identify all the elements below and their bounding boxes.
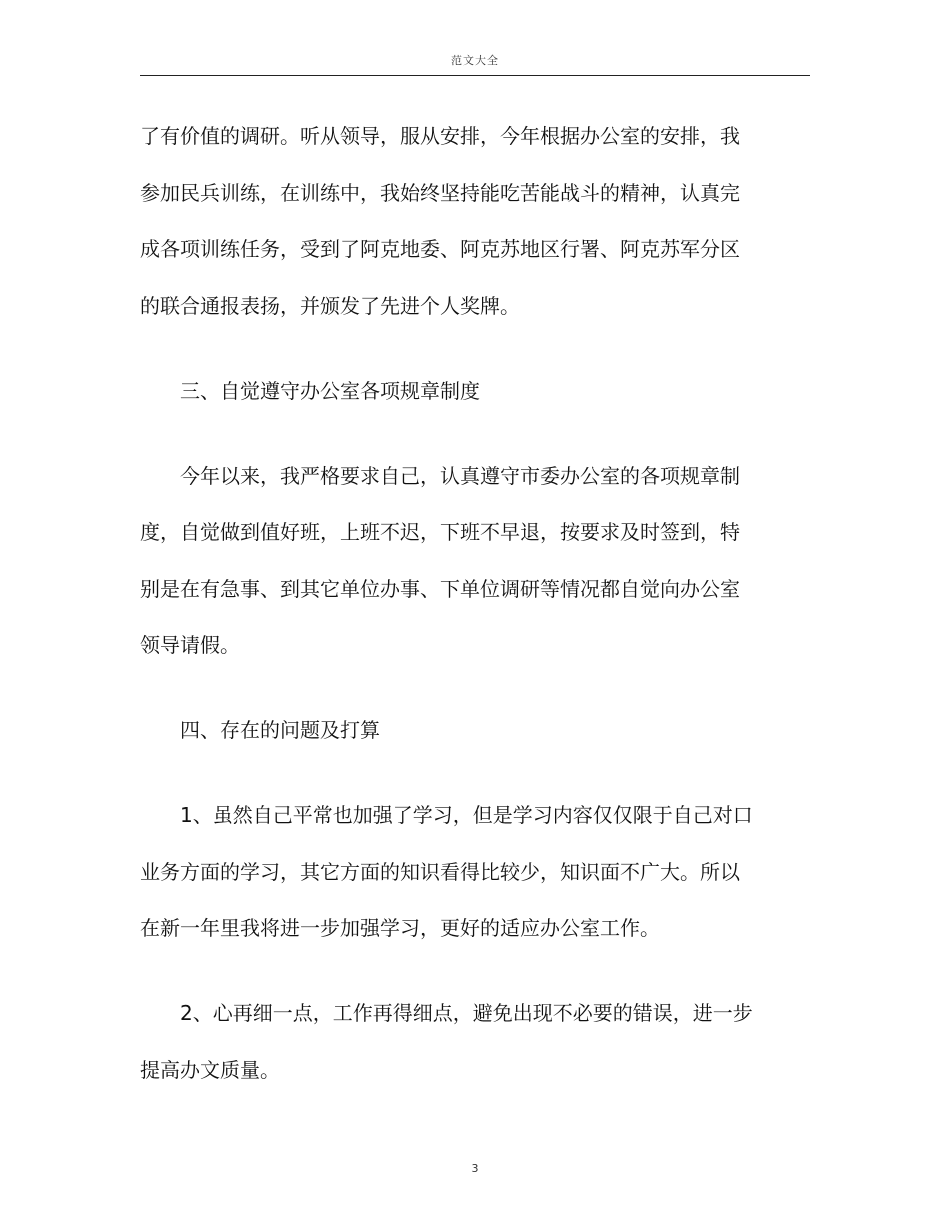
text-line: 1、虽然自己平常也加强了学习，但是学习内容仅仅限于自己对口 [180,803,753,828]
page-header-title: 范文大全 [451,54,499,67]
section-heading-problems: 四、存在的问题及打算 [180,718,380,743]
document-body [140,108,820,1098]
text-line: 今年以来，我严格要求自己，认真遵守市委办公室的各项规章制 [180,463,740,488]
text-line: 2、心再细一点，工作再得细点，避免出现不必要的错误，进一步 [180,1001,753,1026]
page-number: 3 [471,1162,479,1175]
header-divider [140,75,810,76]
paragraph-quality [140,985,820,1098]
paragraph-gap [140,419,820,447]
text-line: 的联合通报表扬，并颁发了先进个人奖牌。 [140,293,520,318]
paragraph-gap [140,334,820,362]
text-line: 参加民兵训练，在训练中，我始终坚持能吃苦能战斗的精神，认真完 [140,180,740,205]
paragraph-training [140,108,820,334]
paragraph-gap [140,957,820,985]
text-line: 在新一年里我将进一步加强学习，更好的适应办公室工作。 [140,916,660,941]
text-line: 业务方面的学习，其它方面的知识看得比较少，知识面不广大。所以 [140,859,740,884]
text-line: 提高办文质量。 [140,1057,280,1082]
paragraph-gap [140,674,820,702]
text-line: 别是在有急事、到其它单位办事、下单位调研等情况都自觉向办公室 [140,576,740,601]
text-line: 度，自觉做到值好班，上班不迟，下班不早退，按要求及时签到，特 [140,520,740,545]
paragraph-rules [140,448,820,674]
paragraph-study [140,787,820,957]
text-line: 成各项训练任务，受到了阿克地委、阿克苏地区行署、阿克苏军分区 [140,237,740,262]
text-line: 了有价值的调研。听从领导，服从安排，今年根据办公室的安排，我 [140,124,740,148]
section-heading-rules: 三、自觉遵守办公室各项规章制度 [180,378,480,403]
text-line: 领导请假。 [140,633,240,658]
paragraph-gap [140,759,820,787]
